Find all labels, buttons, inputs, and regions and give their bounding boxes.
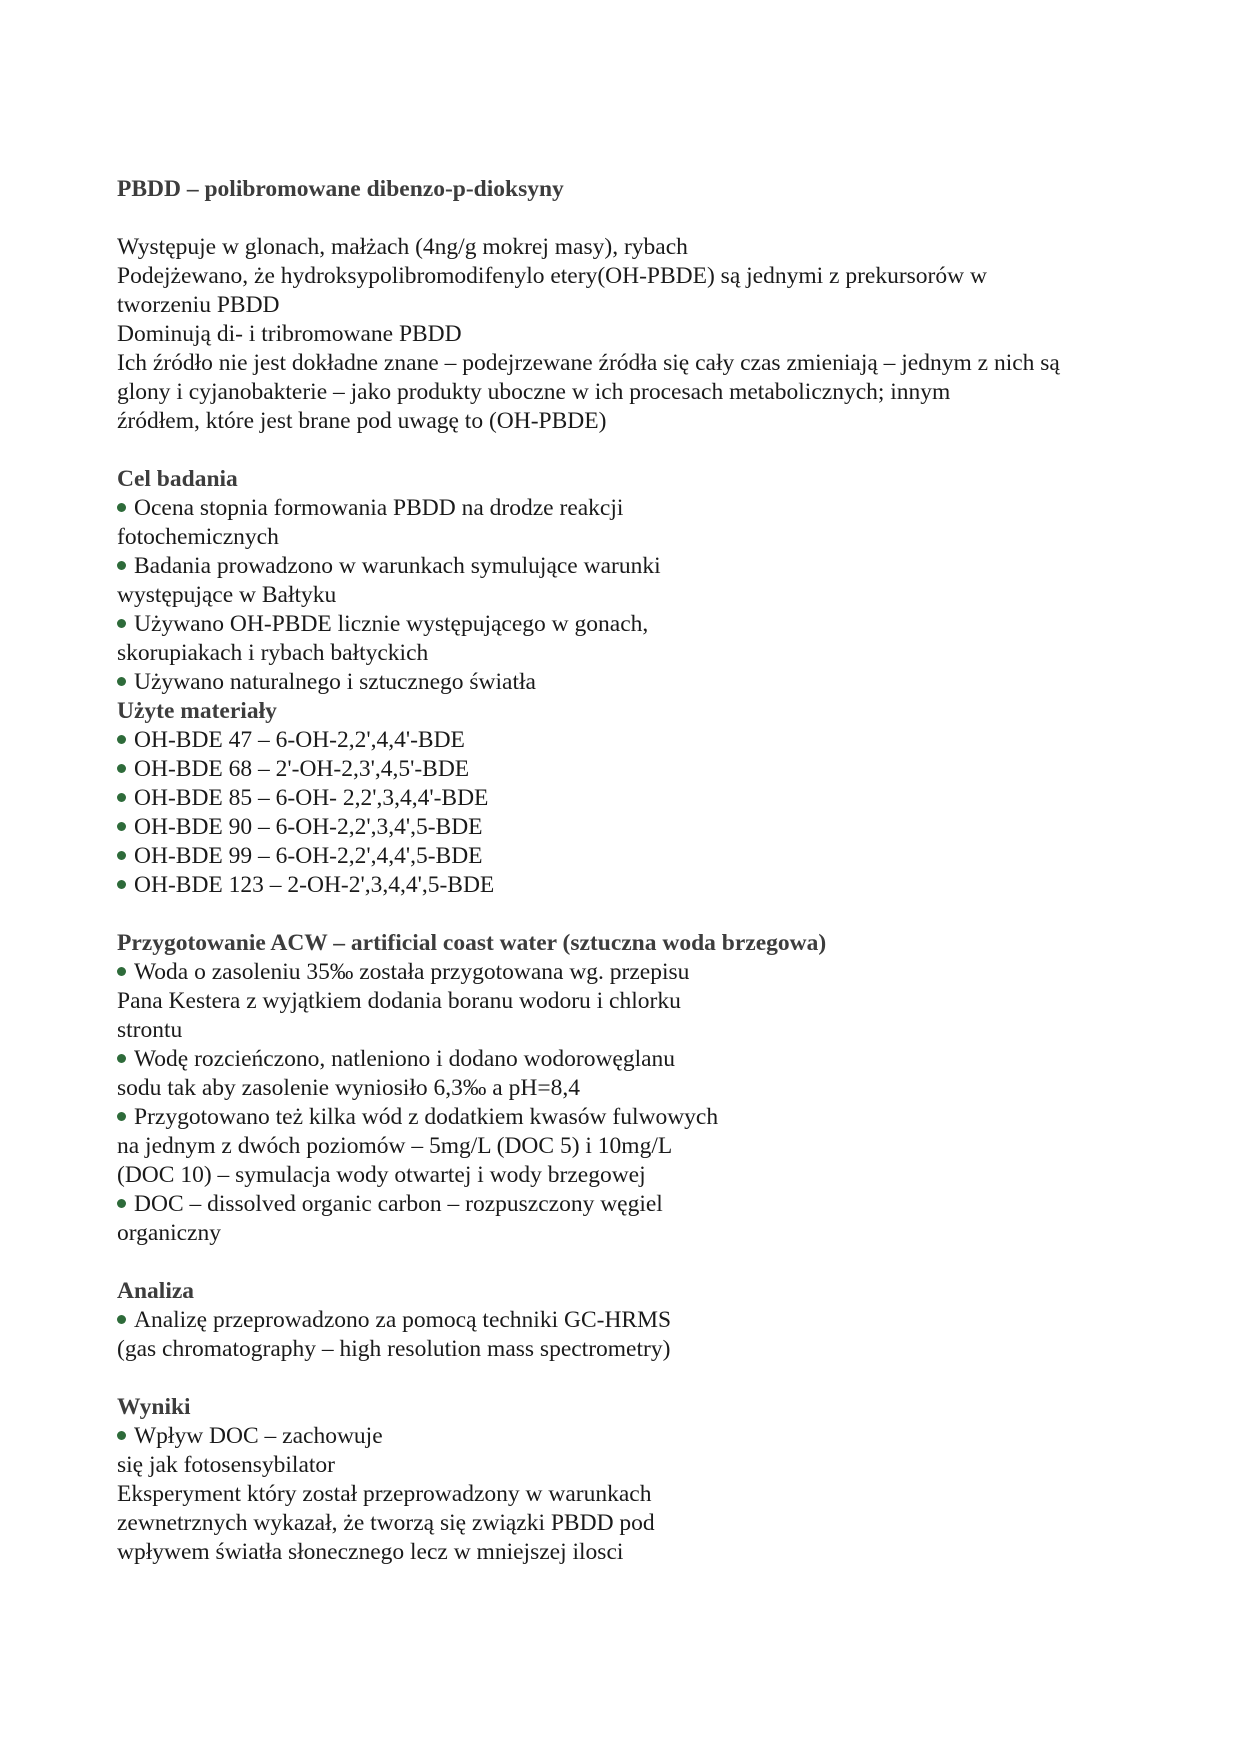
bullet-icon — [117, 677, 126, 686]
line-text: Badania prowadzono w warunkach symulujące warunki — [134, 553, 661, 579]
bullet-icon — [117, 880, 126, 889]
line-text: OH-BDE 90 – 6-OH-2,2',3,4',5-BDE — [134, 814, 483, 840]
bullet-icon — [117, 561, 126, 570]
line-text: Woda o zasoleniu 35‰ została przygotowana wg. przepisu — [134, 959, 690, 985]
text-line — [117, 639, 1127, 668]
text-line — [117, 1161, 1127, 1190]
line-text: Analizę przeprowadzono za pomocą techniki GC-HRMS — [134, 1307, 672, 1333]
line-text: fotochemicznych — [117, 524, 279, 550]
bullet-item — [117, 1045, 1127, 1074]
line-text: OH-BDE 123 – 2-OH-2',3,4,4',5-BDE — [134, 872, 495, 898]
text-line — [117, 1335, 1127, 1364]
text-line: tworzeniu PBDD — [117, 292, 280, 318]
line-text: (DOC 10) – symulacja wody otwartej i wody brzegowej — [117, 1162, 646, 1188]
text-line — [117, 1538, 1127, 1567]
bullet-item — [117, 494, 1127, 523]
bullet-item — [117, 784, 1127, 813]
line-text: Eksperyment który został przeprowadzony w warunkach — [117, 1481, 652, 1507]
bullet-item — [117, 871, 1127, 900]
line-text: zewnetrznych wykazał, że tworzą się związki PBDD pod — [117, 1510, 655, 1536]
document-page — [117, 175, 1127, 1567]
document-title: PBDD – polibromowane dibenzo-p-dioksyny — [117, 176, 564, 202]
text-line — [117, 523, 1127, 552]
text-line: Podejżewano, że hydroksypolibromodifenylo etery(OH-PBDE) są jednymi z prekursorów w — [117, 263, 987, 289]
text-line — [117, 1219, 1127, 1248]
bullet-icon — [117, 851, 126, 860]
bullet-icon — [117, 1054, 126, 1063]
line-text: Wodę rozcieńczono, natleniono i dodano wodorowęglanu — [134, 1046, 676, 1072]
line-text: (gas chromatography – high resolution mass spectrometry) — [117, 1336, 671, 1362]
bullet-icon — [117, 822, 126, 831]
line-text: Przygotowano też kilka wód z dodatkiem kwasów fulwowych — [134, 1104, 719, 1130]
bullet-item — [117, 726, 1127, 755]
text-line — [117, 1016, 1127, 1045]
bullet-icon — [117, 1199, 126, 1208]
section-heading: Przygotowanie ACW – artificial coast water (sztuczna woda brzegowa) — [117, 930, 827, 956]
bullet-icon — [117, 503, 126, 512]
section-analiza — [117, 1277, 1127, 1364]
line-text: Ocena stopnia formowania PBDD na drodze reakcji — [134, 495, 624, 521]
bullet-item — [117, 552, 1127, 581]
bullet-item — [117, 1306, 1127, 1335]
section-uzyte-materialy — [117, 697, 1127, 900]
line-text: Używano naturalnego i sztucznego światła — [134, 669, 536, 695]
text-line: glony i cyjanobakterie – jako produkty uboczne w ich procesach metabolicznych; innym — [117, 379, 951, 405]
section-heading: Analiza — [117, 1278, 195, 1304]
bullet-item — [117, 668, 1127, 697]
bullet-icon — [117, 967, 126, 976]
text-line — [117, 1132, 1127, 1161]
bullet-item — [117, 1422, 1127, 1451]
line-text: OH-BDE 99 – 6-OH-2,2',4,4',5-BDE — [134, 843, 483, 869]
line-text: Używano OH-PBDE licznie występującego w gonach, — [134, 611, 649, 637]
text-line — [117, 987, 1127, 1016]
text-line: Występuje w glonach, małżach (4ng/g mokrej masy), rybach — [117, 234, 688, 260]
line-text: strontu — [117, 1017, 183, 1043]
line-text: na jednym z dwóch poziomów – 5mg/L (DOC 5) i 10mg/L — [117, 1133, 673, 1159]
intro-paragraph — [117, 233, 1127, 436]
bullet-item — [117, 755, 1127, 784]
bullet-icon — [117, 793, 126, 802]
text-line — [117, 1451, 1127, 1480]
text-line: źródłem, które jest brane pod uwagę to (OH-PBDE) — [117, 408, 607, 434]
line-text: Wpływ DOC – zachowuje — [134, 1423, 383, 1449]
line-text: organiczny — [117, 1220, 221, 1246]
text-line — [117, 1509, 1127, 1538]
line-text: DOC – dissolved organic carbon – rozpuszczony węgiel — [134, 1191, 663, 1217]
bullet-item — [117, 842, 1127, 871]
bullet-item — [117, 1103, 1127, 1132]
line-text: OH-BDE 85 – 6-OH- 2,2',3,4,4'-BDE — [134, 785, 489, 811]
text-line — [117, 1480, 1127, 1509]
line-text: wpływem światła słonecznego lecz w mniejszej ilosci — [117, 1539, 624, 1565]
section-heading: Cel badania — [117, 466, 238, 492]
bullet-item — [117, 1190, 1127, 1219]
bullet-icon — [117, 1112, 126, 1121]
section-przygotowanie-acw — [117, 929, 1127, 1248]
text-line — [117, 581, 1127, 610]
line-text: się jak fotosensybilator — [117, 1452, 335, 1478]
line-text: sodu tak aby zasolenie wyniosiło 6,3‰ a pH=8,4 — [117, 1075, 580, 1101]
section-wyniki — [117, 1393, 1127, 1567]
section-cel-badania — [117, 465, 1127, 697]
bullet-icon — [117, 1431, 126, 1440]
line-text: skorupiakach i rybach bałtyckich — [117, 640, 429, 666]
bullet-icon — [117, 764, 126, 773]
text-line — [117, 1074, 1127, 1103]
section-heading: Wyniki — [117, 1394, 191, 1420]
text-line: Dominują di- i tribromowane PBDD — [117, 321, 462, 347]
line-text: OH-BDE 47 – 6-OH-2,2',4,4'-BDE — [134, 727, 465, 753]
section-heading: Użyte materiały — [117, 698, 277, 724]
text-line: Ich źródło nie jest dokładne znane – podejrzewane źródła się cały czas zmieniają – jednym z nich są — [117, 350, 1060, 376]
line-text: występujące w Bałtyku — [117, 582, 337, 608]
bullet-item — [117, 610, 1127, 639]
bullet-icon — [117, 735, 126, 744]
bullet-icon — [117, 619, 126, 628]
line-text: Pana Kestera z wyjątkiem dodania boranu wodoru i chlorku — [117, 988, 681, 1014]
line-text: OH-BDE 68 – 2'-OH-2,3',4,5'-BDE — [134, 756, 470, 782]
bullet-icon — [117, 1315, 126, 1324]
bullet-item — [117, 813, 1127, 842]
bullet-item — [117, 958, 1127, 987]
